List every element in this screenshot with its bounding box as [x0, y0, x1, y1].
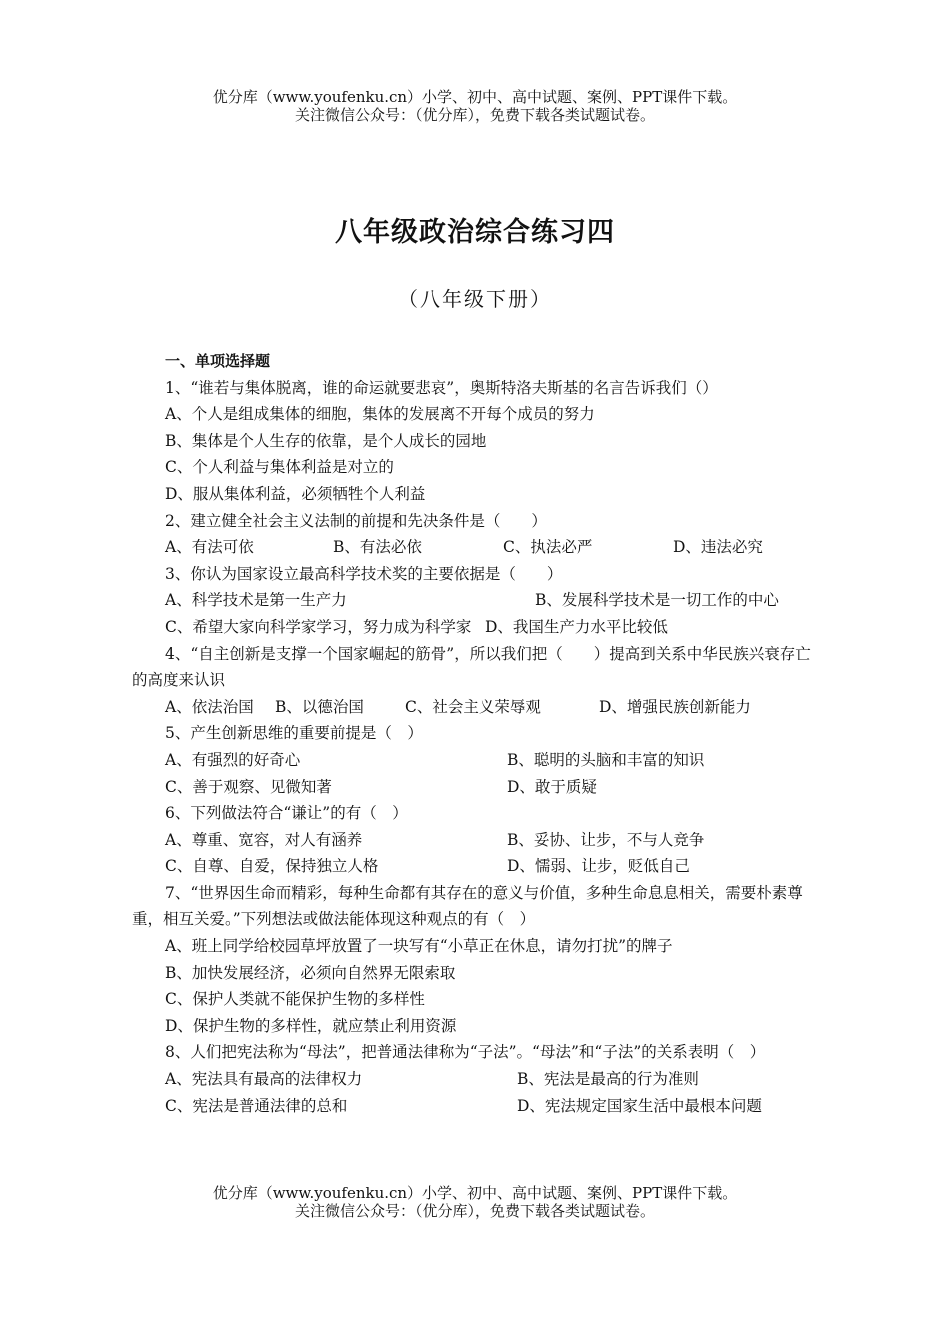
- question-stem-1: [132, 375, 824, 402]
- option-2a: A、有法可依: [165, 538, 254, 557]
- option-2d: D、违法必究: [673, 538, 763, 557]
- question-stem-4: [132, 641, 824, 694]
- question-stem-text: 1、“谁若与集体脱离，谁的命运就要悲哀”，奥斯特洛夫斯基的名言告诉我们（）: [165, 378, 718, 397]
- option-7b: B、加快发展经济，必须向自然界无限索取: [165, 963, 456, 982]
- option-4d: D、增强民族创新能力: [599, 697, 751, 716]
- page-header: [0, 88, 950, 124]
- question-stem-text: 8、人们把宪法称为“母法”，把普通法律称为“子法”。“母法”和“子法”的关系表明（ ）: [165, 1043, 766, 1062]
- option-3b: B、发展科学技术是一切工作的中心: [535, 591, 779, 610]
- option-6c: C、自尊、自爱，保持独立人格: [165, 857, 379, 876]
- header-line-1: 优分库（www.youfenku.cn）小学、初中、高中试题、案例、PPT课件下载。: [212, 88, 738, 106]
- options-row-3b: [132, 614, 824, 641]
- option-1d: D、服从集体利益，必须牺牲个人利益: [165, 484, 426, 503]
- question-stem-2: 2、建立健全社会主义法制的前提和先决条件是（ ）: [165, 511, 547, 530]
- option-8d: D、宪法规定国家生活中最根本问题: [517, 1096, 762, 1115]
- option-5c: C、善于观察、见微知著: [165, 777, 332, 796]
- question-list: [132, 348, 824, 1119]
- option-5a: A、有强烈的好奇心: [165, 750, 301, 769]
- option-1a: A、个人是组成集体的细胞，集体的发展离不开每个成员的努力: [165, 405, 595, 424]
- section-heading: 一、单项选择题: [165, 352, 271, 370]
- options-row-3a: [132, 587, 824, 614]
- options-row-4: [132, 694, 824, 721]
- footer-line-1: 优分库（www.youfenku.cn）小学、初中、高中试题、案例、PPT课件下载。: [212, 1184, 738, 1202]
- option-8a: A、宪法具有最高的法律权力: [165, 1070, 363, 1089]
- header-line-2: 关注微信公众号：（优分库），免费下载各类试题试卷。: [294, 106, 655, 124]
- footer-line-2: 关注微信公众号：（优分库），免费下载各类试题试卷。: [294, 1202, 655, 1220]
- option-6a: A、尊重、宽容，对人有涵养: [165, 830, 363, 849]
- option-7a: A、班上同学给校园草坪放置了一块写有“小草正在休息，请勿打扰”的牌子: [165, 937, 673, 956]
- option-1b: B、集体是个人生存的依靠，是个人成长的园地: [165, 431, 487, 450]
- document-title: 八年级政治综合练习四: [335, 217, 615, 248]
- question-stem-5: 5、产生创新思维的重要前提是（ ）: [165, 724, 423, 743]
- options-row-2: [132, 534, 824, 561]
- question-stem-7: [132, 880, 824, 933]
- option-8b: B、宪法是最高的行为准则: [517, 1070, 699, 1089]
- options-row-6a: [132, 827, 824, 854]
- option-6d: D、懦弱、让步，贬低自己: [507, 857, 690, 876]
- option-6b: B、妥协、让步，不与人竞争: [507, 830, 705, 849]
- question-stem-text: 7、“世界因生命而精彩，每种生命都有其存在的意义与价值，多种生命息息相关，需要朴素尊重，相互关爱。”下列想法或做法能体现这种观点的有（ ）: [132, 883, 803, 929]
- option-7d: D、保护生物的多样性，就应禁止利用资源: [165, 1016, 457, 1035]
- option-2c: C、执法必严: [503, 538, 593, 557]
- question-stem-8: [132, 1039, 824, 1066]
- options-row-6b: [132, 853, 824, 880]
- document-subtitle: （八年级下册）: [398, 287, 552, 311]
- option-3d: D、我国生产力水平比较低: [485, 617, 668, 636]
- option-5d: D、敢于质疑: [507, 777, 597, 796]
- option-4a: A、依法治国: [165, 697, 254, 716]
- option-4b: B、以德治国: [275, 697, 364, 716]
- options-row-8a: [132, 1066, 824, 1093]
- option-5b: B、聪明的头脑和丰富的知识: [507, 750, 705, 769]
- option-3c: C、希望大家向科学家学习，努力成为科学家: [165, 617, 472, 636]
- options-row-5b: [132, 774, 824, 801]
- option-4c: C、社会主义荣辱观: [405, 697, 541, 716]
- option-2b: B、有法必依: [333, 538, 422, 557]
- option-3a: A、科学技术是第一生产力: [165, 591, 347, 610]
- option-1c: C、个人利益与集体利益是对立的: [165, 458, 394, 477]
- question-stem-text: 4、“自主创新是支撑一个国家崛起的筋骨”，所以我们把（ ）提高到关系中华民族兴衰存亡的高度来认识: [132, 644, 811, 690]
- option-8c: C、宪法是普通法律的总和: [165, 1096, 348, 1115]
- options-row-5a: [132, 747, 824, 774]
- question-stem-3: 3、你认为国家设立最高科学技术奖的主要依据是（ ）: [165, 564, 563, 583]
- option-7c: C、保护人类就不能保护生物的多样性: [165, 990, 425, 1009]
- question-stem-6: 6、下列做法符合“谦让”的有（ ）: [165, 804, 408, 823]
- options-row-8b: [132, 1093, 824, 1120]
- page-footer: [0, 1184, 950, 1220]
